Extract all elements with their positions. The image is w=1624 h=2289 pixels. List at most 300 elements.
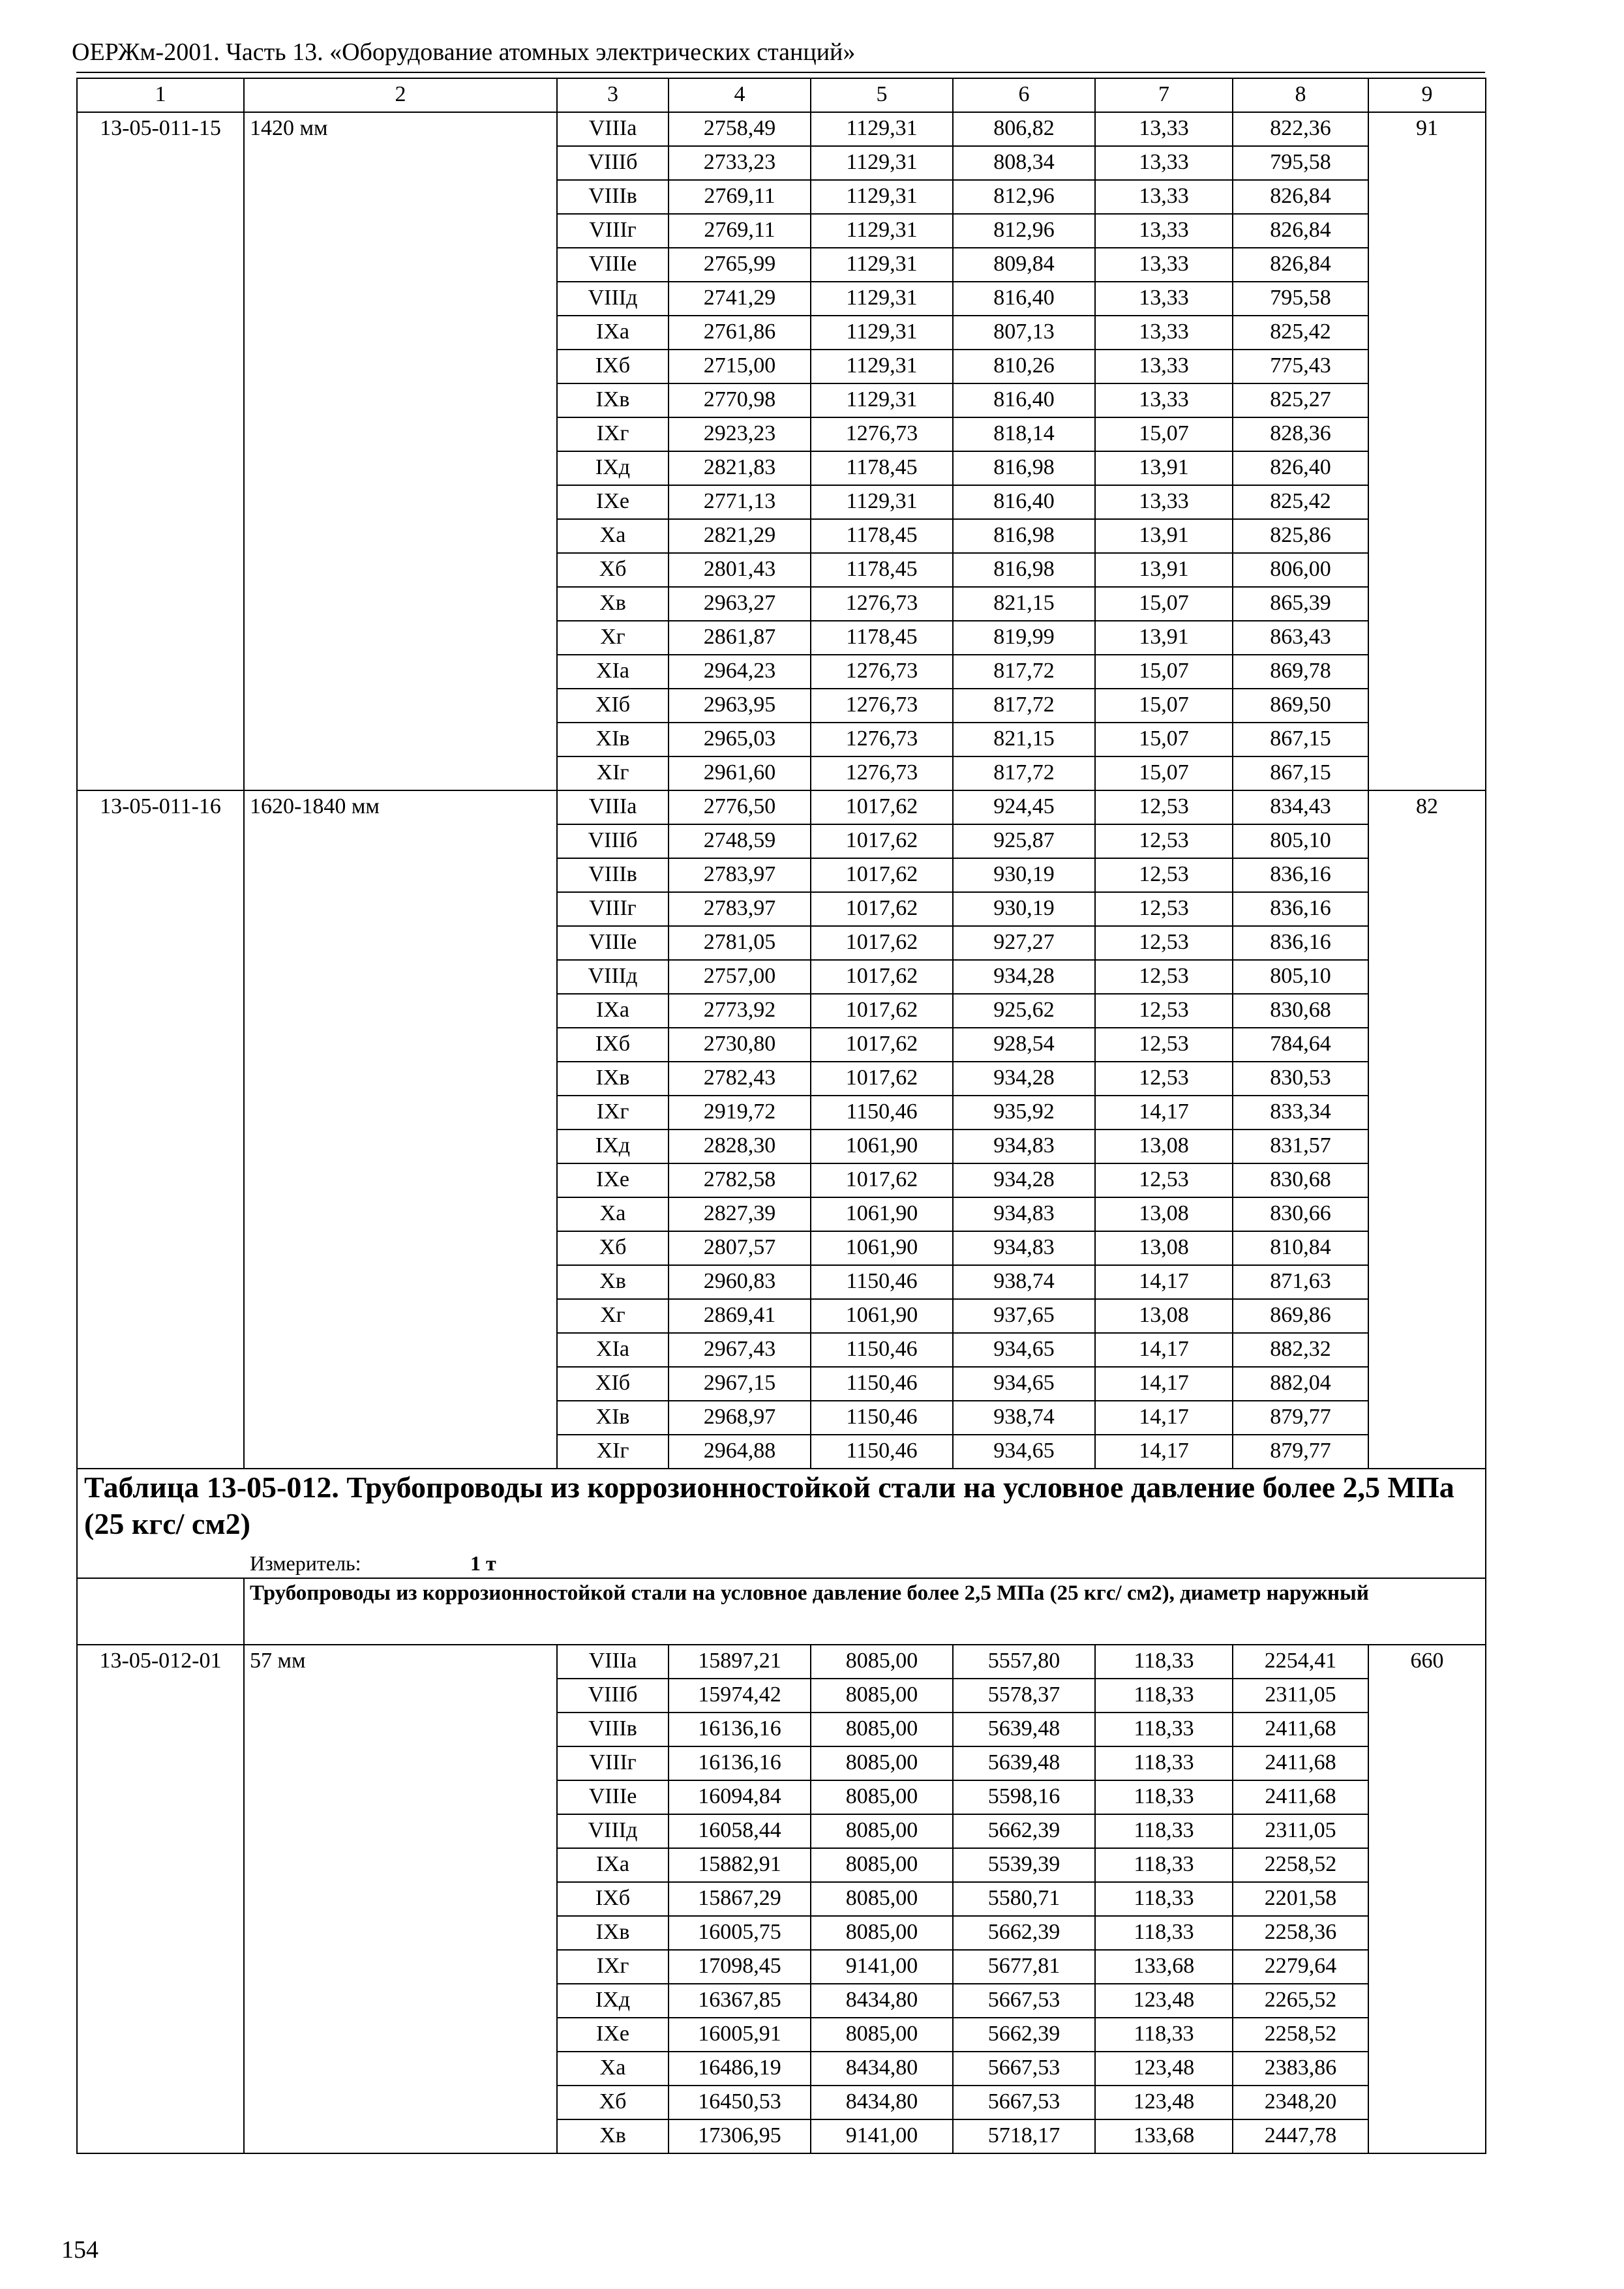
total-cost: 2964,23 bbox=[669, 655, 811, 689]
total-cost: 2828,30 bbox=[669, 1130, 811, 1163]
zone: IXв bbox=[557, 1916, 669, 1950]
machine-cost: 816,98 bbox=[953, 451, 1095, 485]
wages: 1017,62 bbox=[811, 1062, 953, 1096]
driver-wages: 13,33 bbox=[1095, 180, 1233, 214]
total-cost: 2782,43 bbox=[669, 1062, 811, 1096]
driver-wages: 14,17 bbox=[1095, 1333, 1233, 1367]
wages: 1178,45 bbox=[811, 519, 953, 553]
materials: 2311,05 bbox=[1233, 1679, 1368, 1713]
machine-cost: 934,65 bbox=[953, 1367, 1095, 1401]
machine-cost: 5557,80 bbox=[953, 1645, 1095, 1679]
total-cost: 2783,97 bbox=[669, 858, 811, 892]
total-cost: 15974,42 bbox=[669, 1679, 811, 1713]
total-cost: 15867,29 bbox=[669, 1882, 811, 1916]
machine-cost: 5662,39 bbox=[953, 2018, 1095, 2052]
zone: Xб bbox=[557, 2086, 669, 2119]
total-cost: 2861,87 bbox=[669, 621, 811, 655]
wages: 8434,80 bbox=[811, 2086, 953, 2119]
driver-wages: 118,33 bbox=[1095, 1814, 1233, 1848]
zone: VIIIг bbox=[557, 214, 669, 248]
materials: 805,10 bbox=[1233, 960, 1368, 994]
wages: 8085,00 bbox=[811, 2018, 953, 2052]
materials: 784,64 bbox=[1233, 1028, 1368, 1062]
column-number: 4 bbox=[669, 78, 811, 112]
total-cost: 2919,72 bbox=[669, 1096, 811, 1130]
total-cost: 2964,88 bbox=[669, 1435, 811, 1469]
total-cost: 2771,13 bbox=[669, 485, 811, 519]
machine-cost: 934,83 bbox=[953, 1231, 1095, 1265]
materials: 2348,20 bbox=[1233, 2086, 1368, 2119]
materials: 836,16 bbox=[1233, 892, 1368, 926]
total-cost: 2769,11 bbox=[669, 214, 811, 248]
materials: 2258,52 bbox=[1233, 2018, 1368, 2052]
total-cost: 2821,29 bbox=[669, 519, 811, 553]
wages: 1129,31 bbox=[811, 383, 953, 417]
zone: Xб bbox=[557, 553, 669, 587]
column-number: 6 bbox=[953, 78, 1095, 112]
zone: Xб bbox=[557, 1231, 669, 1265]
machine-cost: 816,98 bbox=[953, 519, 1095, 553]
total-cost: 2869,41 bbox=[669, 1299, 811, 1333]
driver-wages: 15,07 bbox=[1095, 756, 1233, 790]
machine-cost: 934,83 bbox=[953, 1197, 1095, 1231]
page-number: 154 bbox=[61, 2236, 98, 2264]
total-cost: 2781,05 bbox=[669, 926, 811, 960]
materials: 869,86 bbox=[1233, 1299, 1368, 1333]
driver-wages: 133,68 bbox=[1095, 2119, 1233, 2153]
pipe-diameter: 57 мм bbox=[244, 1645, 557, 2153]
machine-cost: 5667,53 bbox=[953, 2052, 1095, 2086]
total-cost: 2923,23 bbox=[669, 417, 811, 451]
wages: 1150,46 bbox=[811, 1333, 953, 1367]
materials: 830,66 bbox=[1233, 1197, 1368, 1231]
total-cost: 2783,97 bbox=[669, 892, 811, 926]
column-number-row bbox=[77, 78, 1486, 112]
materials: 830,53 bbox=[1233, 1062, 1368, 1096]
column-number: 2 bbox=[244, 78, 557, 112]
total-cost: 2757,00 bbox=[669, 960, 811, 994]
driver-wages: 118,33 bbox=[1095, 1780, 1233, 1814]
zone: Xв bbox=[557, 2119, 669, 2153]
materials: 867,15 bbox=[1233, 723, 1368, 756]
zone: IXб bbox=[557, 1028, 669, 1062]
driver-wages: 133,68 bbox=[1095, 1950, 1233, 1984]
total-cost: 17098,45 bbox=[669, 1950, 811, 1984]
materials: 2254,41 bbox=[1233, 1645, 1368, 1679]
materials: 882,32 bbox=[1233, 1333, 1368, 1367]
wages: 1129,31 bbox=[811, 180, 953, 214]
total-cost: 2773,92 bbox=[669, 994, 811, 1028]
zone: VIIIв bbox=[557, 180, 669, 214]
machine-cost: 938,74 bbox=[953, 1265, 1095, 1299]
zone: IXд bbox=[557, 451, 669, 485]
machine-cost: 934,65 bbox=[953, 1333, 1095, 1367]
section-description: Трубопроводы из коррозионностойкой стали на условное давление более 2,5 МПа (25 кгс/ см2), диаметр наружный bbox=[244, 1578, 1486, 1645]
wages: 1061,90 bbox=[811, 1197, 953, 1231]
driver-wages: 13,33 bbox=[1095, 214, 1233, 248]
wages: 8085,00 bbox=[811, 1916, 953, 1950]
driver-wages: 13,33 bbox=[1095, 485, 1233, 519]
blank-cell bbox=[77, 1578, 244, 1645]
column-number: 8 bbox=[1233, 78, 1368, 112]
materials: 825,42 bbox=[1233, 316, 1368, 350]
machine-cost: 5539,39 bbox=[953, 1848, 1095, 1882]
machine-cost: 934,28 bbox=[953, 960, 1095, 994]
driver-wages: 123,48 bbox=[1095, 2086, 1233, 2119]
zone: Xв bbox=[557, 1265, 669, 1299]
zone: IXг bbox=[557, 417, 669, 451]
driver-wages: 13,33 bbox=[1095, 112, 1233, 146]
driver-wages: 13,33 bbox=[1095, 146, 1233, 180]
driver-wages: 13,08 bbox=[1095, 1231, 1233, 1265]
driver-wages: 12,53 bbox=[1095, 926, 1233, 960]
table-title: Таблица 13-05-012. Трубопроводы из коррозионностойкой стали на условное давление более 2,5 МПа (25 кгс/ см2) bbox=[77, 1469, 1486, 1550]
table-row bbox=[77, 1645, 1486, 1679]
wages: 1276,73 bbox=[811, 723, 953, 756]
materials: 867,15 bbox=[1233, 756, 1368, 790]
table-title-row bbox=[77, 1469, 1486, 1550]
driver-wages: 14,17 bbox=[1095, 1265, 1233, 1299]
zone: VIIIд bbox=[557, 282, 669, 316]
wages: 1276,73 bbox=[811, 655, 953, 689]
materials: 879,77 bbox=[1233, 1401, 1368, 1435]
total-cost: 16450,53 bbox=[669, 2086, 811, 2119]
driver-wages: 12,53 bbox=[1095, 858, 1233, 892]
zone: Xа bbox=[557, 2052, 669, 2086]
machine-cost: 930,19 bbox=[953, 892, 1095, 926]
total-cost: 2776,50 bbox=[669, 790, 811, 824]
wages: 1129,31 bbox=[811, 112, 953, 146]
total-cost: 2963,95 bbox=[669, 689, 811, 723]
materials: 825,86 bbox=[1233, 519, 1368, 553]
unit-value: 1 т bbox=[470, 1551, 496, 1575]
driver-wages: 118,33 bbox=[1095, 1916, 1233, 1950]
machine-cost: 925,62 bbox=[953, 994, 1095, 1028]
wages: 8085,00 bbox=[811, 1645, 953, 1679]
total-cost: 2801,43 bbox=[669, 553, 811, 587]
materials: 830,68 bbox=[1233, 1163, 1368, 1197]
total-cost: 15897,21 bbox=[669, 1645, 811, 1679]
wages: 8434,80 bbox=[811, 2052, 953, 2086]
wages: 8085,00 bbox=[811, 1882, 953, 1916]
materials: 2411,68 bbox=[1233, 1780, 1368, 1814]
machine-cost: 819,99 bbox=[953, 621, 1095, 655]
machine-cost: 924,45 bbox=[953, 790, 1095, 824]
machine-cost: 818,14 bbox=[953, 417, 1095, 451]
driver-wages: 12,53 bbox=[1095, 1163, 1233, 1197]
zone: VIIIа bbox=[557, 790, 669, 824]
materials: 869,78 bbox=[1233, 655, 1368, 689]
machine-cost: 816,98 bbox=[953, 553, 1095, 587]
zone: IXд bbox=[557, 1984, 669, 2018]
driver-wages: 12,53 bbox=[1095, 790, 1233, 824]
zone: IXе bbox=[557, 2018, 669, 2052]
wages: 1017,62 bbox=[811, 1163, 953, 1197]
wages: 8085,00 bbox=[811, 1679, 953, 1713]
total-cost: 2967,15 bbox=[669, 1367, 811, 1401]
zone: IXа bbox=[557, 994, 669, 1028]
total-cost: 15882,91 bbox=[669, 1848, 811, 1882]
zone: IXа bbox=[557, 1848, 669, 1882]
zone: Xг bbox=[557, 1299, 669, 1333]
zone: XIв bbox=[557, 723, 669, 756]
description-row bbox=[77, 1578, 1486, 1645]
machine-cost: 5662,39 bbox=[953, 1916, 1095, 1950]
materials: 2411,68 bbox=[1233, 1713, 1368, 1746]
rate-code: 13-05-011-16 bbox=[77, 790, 244, 1469]
machine-cost: 937,65 bbox=[953, 1299, 1095, 1333]
materials: 869,50 bbox=[1233, 689, 1368, 723]
total-cost: 2968,97 bbox=[669, 1401, 811, 1435]
wages: 1129,31 bbox=[811, 248, 953, 282]
pipe-diameter: 1620-1840 мм bbox=[244, 790, 557, 1469]
machine-cost: 927,27 bbox=[953, 926, 1095, 960]
materials: 826,40 bbox=[1233, 451, 1368, 485]
machine-cost: 821,15 bbox=[953, 723, 1095, 756]
materials: 810,84 bbox=[1233, 1231, 1368, 1265]
driver-wages: 118,33 bbox=[1095, 1713, 1233, 1746]
wages: 1129,31 bbox=[811, 146, 953, 180]
zone: IXе bbox=[557, 485, 669, 519]
machine-cost: 816,40 bbox=[953, 485, 1095, 519]
total-cost: 2963,27 bbox=[669, 587, 811, 621]
machine-cost: 5662,39 bbox=[953, 1814, 1095, 1848]
driver-wages: 12,53 bbox=[1095, 824, 1233, 858]
wages: 8085,00 bbox=[811, 1848, 953, 1882]
materials: 806,00 bbox=[1233, 553, 1368, 587]
column-number: 9 bbox=[1368, 78, 1486, 112]
driver-wages: 118,33 bbox=[1095, 1679, 1233, 1713]
machine-cost: 5677,81 bbox=[953, 1950, 1095, 1984]
wages: 1276,73 bbox=[811, 689, 953, 723]
total-cost: 2967,43 bbox=[669, 1333, 811, 1367]
materials: 2258,52 bbox=[1233, 1848, 1368, 1882]
column-number: 3 bbox=[557, 78, 669, 112]
materials: 828,36 bbox=[1233, 417, 1368, 451]
materials: 863,43 bbox=[1233, 621, 1368, 655]
driver-wages: 118,33 bbox=[1095, 1645, 1233, 1679]
wages: 1017,62 bbox=[811, 994, 953, 1028]
machine-cost: 817,72 bbox=[953, 756, 1095, 790]
machine-cost: 934,65 bbox=[953, 1435, 1095, 1469]
labor-value: 91 bbox=[1368, 112, 1486, 790]
table-row bbox=[77, 112, 1486, 146]
materials: 2383,86 bbox=[1233, 2052, 1368, 2086]
wages: 1129,31 bbox=[811, 282, 953, 316]
wages: 1129,31 bbox=[811, 316, 953, 350]
driver-wages: 12,53 bbox=[1095, 994, 1233, 1028]
total-cost: 2782,58 bbox=[669, 1163, 811, 1197]
zone: VIIIд bbox=[557, 1814, 669, 1848]
wages: 1276,73 bbox=[811, 587, 953, 621]
total-cost: 16136,16 bbox=[669, 1746, 811, 1780]
wages: 1129,31 bbox=[811, 350, 953, 383]
driver-wages: 13,91 bbox=[1095, 553, 1233, 587]
wages: 1150,46 bbox=[811, 1435, 953, 1469]
materials: 826,84 bbox=[1233, 180, 1368, 214]
zone: IXг bbox=[557, 1950, 669, 1984]
total-cost: 2961,60 bbox=[669, 756, 811, 790]
zone: VIIIг bbox=[557, 892, 669, 926]
materials: 795,58 bbox=[1233, 146, 1368, 180]
column-number: 5 bbox=[811, 78, 953, 112]
materials: 826,84 bbox=[1233, 248, 1368, 282]
wages: 1017,62 bbox=[811, 926, 953, 960]
driver-wages: 13,33 bbox=[1095, 248, 1233, 282]
machine-cost: 934,83 bbox=[953, 1130, 1095, 1163]
total-cost: 2827,39 bbox=[669, 1197, 811, 1231]
column-number: 1 bbox=[77, 78, 244, 112]
machine-cost: 817,72 bbox=[953, 655, 1095, 689]
total-cost: 16486,19 bbox=[669, 2052, 811, 2086]
zone: XIб bbox=[557, 689, 669, 723]
machine-cost: 5718,17 bbox=[953, 2119, 1095, 2153]
driver-wages: 13,91 bbox=[1095, 519, 1233, 553]
wages: 9141,00 bbox=[811, 2119, 953, 2153]
total-cost: 2770,98 bbox=[669, 383, 811, 417]
zone: Xа bbox=[557, 1197, 669, 1231]
rate-code: 13-05-012-01 bbox=[77, 1645, 244, 2153]
zone: Xг bbox=[557, 621, 669, 655]
wages: 8085,00 bbox=[811, 1780, 953, 1814]
zone: VIIIе bbox=[557, 248, 669, 282]
total-cost: 2741,29 bbox=[669, 282, 811, 316]
total-cost: 2765,99 bbox=[669, 248, 811, 282]
zone: XIв bbox=[557, 1401, 669, 1435]
zone: VIIIа bbox=[557, 1645, 669, 1679]
machine-cost: 5598,16 bbox=[953, 1780, 1095, 1814]
wages: 1017,62 bbox=[811, 858, 953, 892]
driver-wages: 13,33 bbox=[1095, 316, 1233, 350]
driver-wages: 13,91 bbox=[1095, 451, 1233, 485]
materials: 775,43 bbox=[1233, 350, 1368, 383]
total-cost: 16058,44 bbox=[669, 1814, 811, 1848]
total-cost: 2758,49 bbox=[669, 112, 811, 146]
machine-cost: 925,87 bbox=[953, 824, 1095, 858]
machine-cost: 812,96 bbox=[953, 214, 1095, 248]
total-cost: 16136,16 bbox=[669, 1713, 811, 1746]
price-table-body bbox=[77, 78, 1486, 2153]
machine-cost: 5667,53 bbox=[953, 1984, 1095, 2018]
machine-cost: 5667,53 bbox=[953, 2086, 1095, 2119]
machine-cost: 928,54 bbox=[953, 1028, 1095, 1062]
driver-wages: 12,53 bbox=[1095, 892, 1233, 926]
materials: 834,43 bbox=[1233, 790, 1368, 824]
driver-wages: 123,48 bbox=[1095, 2052, 1233, 2086]
zone: VIIIб bbox=[557, 146, 669, 180]
zone: IXв bbox=[557, 383, 669, 417]
zone: Xв bbox=[557, 587, 669, 621]
machine-cost: 816,40 bbox=[953, 383, 1095, 417]
wages: 8434,80 bbox=[811, 1984, 953, 2018]
price-table bbox=[76, 78, 1486, 2154]
wages: 1276,73 bbox=[811, 417, 953, 451]
labor-value: 660 bbox=[1368, 1645, 1486, 2153]
materials: 831,57 bbox=[1233, 1130, 1368, 1163]
zone: IXв bbox=[557, 1062, 669, 1096]
zone: VIIIб bbox=[557, 824, 669, 858]
driver-wages: 14,17 bbox=[1095, 1096, 1233, 1130]
unit-row bbox=[77, 1550, 1486, 1578]
wages: 1061,90 bbox=[811, 1299, 953, 1333]
wages: 1061,90 bbox=[811, 1231, 953, 1265]
total-cost: 17306,95 bbox=[669, 2119, 811, 2153]
materials: 836,16 bbox=[1233, 858, 1368, 892]
zone: IXе bbox=[557, 1163, 669, 1197]
driver-wages: 13,91 bbox=[1095, 621, 1233, 655]
materials: 2258,36 bbox=[1233, 1916, 1368, 1950]
materials: 2201,58 bbox=[1233, 1882, 1368, 1916]
header-divider bbox=[76, 72, 1485, 73]
driver-wages: 13,33 bbox=[1095, 282, 1233, 316]
total-cost: 16005,91 bbox=[669, 2018, 811, 2052]
machine-cost: 821,15 bbox=[953, 587, 1095, 621]
driver-wages: 15,07 bbox=[1095, 417, 1233, 451]
zone: IXа bbox=[557, 316, 669, 350]
zone: IXд bbox=[557, 1130, 669, 1163]
wages: 9141,00 bbox=[811, 1950, 953, 1984]
machine-cost: 930,19 bbox=[953, 858, 1095, 892]
driver-wages: 15,07 bbox=[1095, 689, 1233, 723]
materials: 2265,52 bbox=[1233, 1984, 1368, 2018]
machine-cost: 806,82 bbox=[953, 112, 1095, 146]
total-cost: 2769,11 bbox=[669, 180, 811, 214]
wages: 8085,00 bbox=[811, 1814, 953, 1848]
pipe-diameter: 1420 мм bbox=[244, 112, 557, 790]
machine-cost: 934,28 bbox=[953, 1062, 1095, 1096]
driver-wages: 118,33 bbox=[1095, 2018, 1233, 2052]
zone: VIIIг bbox=[557, 1746, 669, 1780]
labor-value: 82 bbox=[1368, 790, 1486, 1469]
driver-wages: 13,33 bbox=[1095, 383, 1233, 417]
total-cost: 2748,59 bbox=[669, 824, 811, 858]
materials: 830,68 bbox=[1233, 994, 1368, 1028]
zone: IXг bbox=[557, 1096, 669, 1130]
zone: IXб bbox=[557, 350, 669, 383]
materials: 822,36 bbox=[1233, 112, 1368, 146]
materials: 2279,64 bbox=[1233, 1950, 1368, 1984]
zone: VIIIб bbox=[557, 1679, 669, 1713]
wages: 1276,73 bbox=[811, 756, 953, 790]
wages: 1129,31 bbox=[811, 214, 953, 248]
machine-cost: 812,96 bbox=[953, 180, 1095, 214]
zone: VIIIе bbox=[557, 926, 669, 960]
machine-cost: 934,28 bbox=[953, 1163, 1095, 1197]
materials: 826,84 bbox=[1233, 214, 1368, 248]
machine-cost: 809,84 bbox=[953, 248, 1095, 282]
zone: Xа bbox=[557, 519, 669, 553]
total-cost: 16367,85 bbox=[669, 1984, 811, 2018]
total-cost: 16005,75 bbox=[669, 1916, 811, 1950]
driver-wages: 13,08 bbox=[1095, 1130, 1233, 1163]
materials: 871,63 bbox=[1233, 1265, 1368, 1299]
wages: 1178,45 bbox=[811, 621, 953, 655]
driver-wages: 123,48 bbox=[1095, 1984, 1233, 2018]
total-cost: 2821,83 bbox=[669, 451, 811, 485]
wages: 1017,62 bbox=[811, 892, 953, 926]
machine-cost: 5578,37 bbox=[953, 1679, 1095, 1713]
wages: 1061,90 bbox=[811, 1130, 953, 1163]
driver-wages: 118,33 bbox=[1095, 1882, 1233, 1916]
wages: 1129,31 bbox=[811, 485, 953, 519]
total-cost: 2965,03 bbox=[669, 723, 811, 756]
materials: 825,27 bbox=[1233, 383, 1368, 417]
wages: 1178,45 bbox=[811, 553, 953, 587]
unit-label: Измеритель: bbox=[250, 1551, 361, 1575]
zone: VIIIв bbox=[557, 1713, 669, 1746]
materials: 825,42 bbox=[1233, 485, 1368, 519]
machine-cost: 5639,48 bbox=[953, 1746, 1095, 1780]
